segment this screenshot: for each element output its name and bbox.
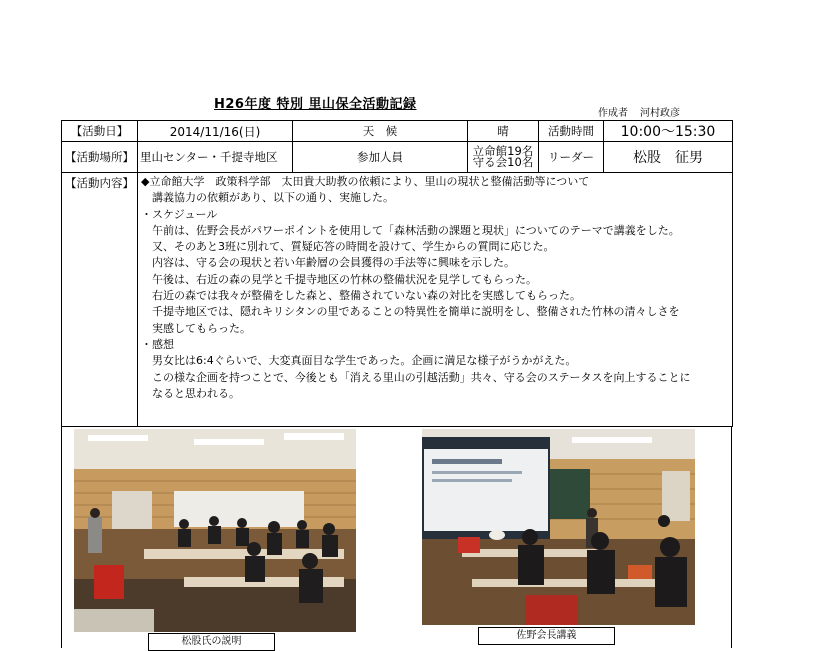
content-line: 講義協力の依頼があり、以下の通り、実施した。 [141,191,394,205]
content-line: 実感してもらった。 [141,321,251,335]
row-place [62,142,733,173]
content-line: 午後は、右近の森の見学と千提寺地区の竹林の整備状況を見学してもらった。 [141,272,537,286]
author-name: 河村政彦 [640,108,680,119]
leader-value: 松股 征男 [604,142,733,173]
photo-lecture-2 [422,429,695,625]
participants-line1: 立命館19名 [472,144,534,158]
place-label: 【活動場所】 [62,142,138,173]
content-line: 千提寺地区では、隠れキリシタンの里であることの特異性を簡単に説明をし、整備された竹林の清々しさを [141,305,680,319]
classroom-photo-1 [74,429,356,632]
participants-line2: 守る会10名 [472,155,534,169]
time-value: 10:00〜15:30 [604,121,733,142]
content-line: ・スケジュール [141,207,218,221]
participants-label: 参加人員 [293,142,468,173]
time-label: 活動時間 [539,121,604,142]
row-content [62,173,733,427]
activity-record-table [61,120,733,427]
content-lines [141,174,729,402]
photo-lecture-1 [74,429,356,632]
photo-area [61,426,732,648]
content-line: この様な企画を持つことで、今後とも「消える里山の引越活動」共々、守る会のステータスを向上することに [141,370,691,384]
leader-label: リーダー [539,142,604,173]
content-line: ◆立命館大学 政策科学部 太田貴大助教の依頼により、里山の現状と整備活動等について [141,175,590,188]
content-line: 午前は、佐野会長がパワーポイントを使用して「森林活動の課題と現状」についてのテーマで講義をした。 [141,223,680,237]
weather-value: 晴 [468,121,539,142]
place-value: 里山センター・千提寺地区 [138,142,293,173]
content-line: なると思われる。 [141,386,240,400]
content-line: 又、そのあと3班に別れて、質疑応答の時間を設けて、学生からの質問に応じた。 [141,240,555,254]
date-value: 2014/11/16(日) [138,121,293,142]
date-label: 【活動日】 [62,121,138,142]
photo-caption-2: 佐野会長講義 [478,627,615,645]
content-label: 【活動内容】 [62,173,138,427]
participants-value [468,142,539,173]
row-date [62,121,733,142]
content-line: 右近の森では我々が整備をした森と、整備されていない森の対比を実感してもらった。 [141,289,581,303]
photo-caption-1: 松股氏の説明 [148,633,275,651]
content-line: 内容は、守る会の現状と若い年齢層の会員獲得の手法等に興味を示した。 [141,256,515,270]
weather-label: 天 候 [293,121,468,142]
content-line: 男女比は6:4ぐらいで、大変真面目な学生であった。企画に満足な様子がうかがえた。 [141,354,577,368]
author-line [598,104,680,119]
page-title: H26年度 特別 里山保全活動記録 [214,97,417,112]
author-label: 作成者 [598,108,628,119]
classroom-photo-2 [422,429,695,625]
content-body [138,173,733,427]
content-line: ・感想 [141,337,174,351]
